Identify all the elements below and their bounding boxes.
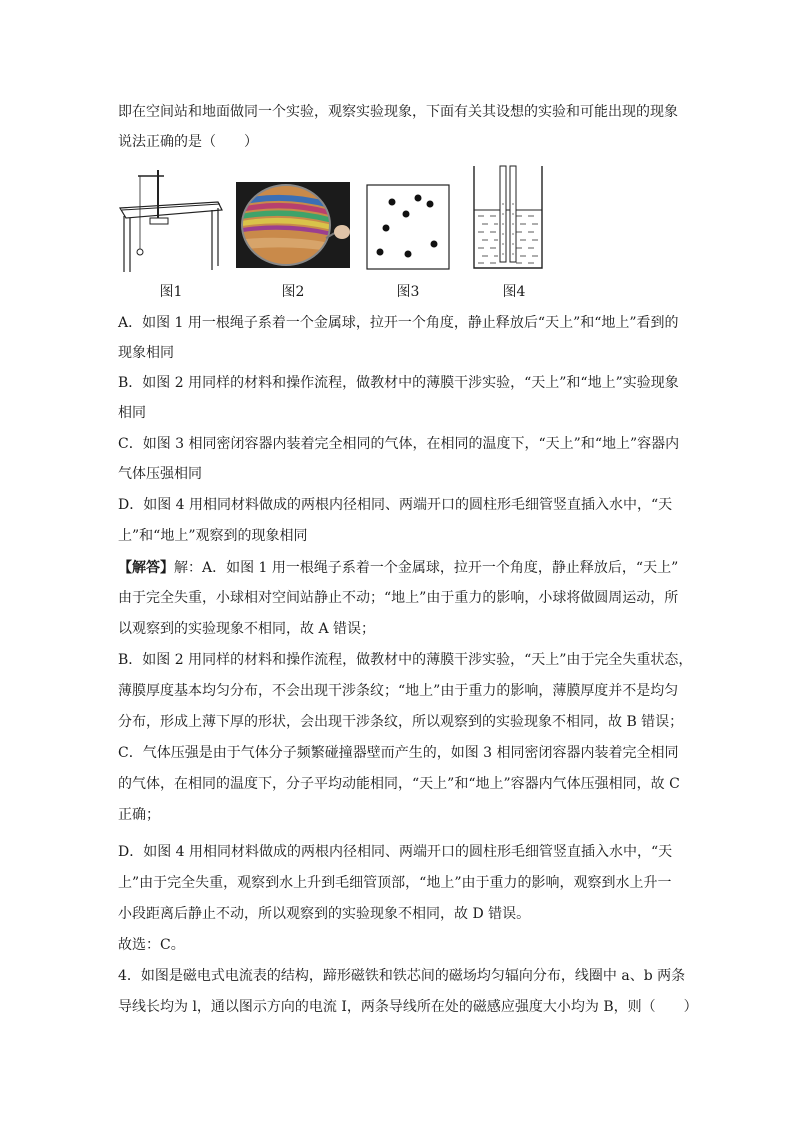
option-c-line2: 气体压强相同 <box>118 466 202 482</box>
figure-2-caption: 图2 <box>281 284 305 300</box>
solution-line9: 正确； <box>118 807 160 823</box>
option-b-line1: B．如图 2 用同样的材料和操作流程，做教材中的薄膜干涉实验，“天上”和“地上”实验现象 <box>118 375 679 391</box>
solution-line10: D．如图 4 用相同材料做成的两根内径相同、两端开口的圆柱形毛细管竖直插入水中，“天 <box>118 844 673 860</box>
figure-1-caption: 图1 <box>159 284 183 300</box>
question-intro-line1: 即在空间站和地面做同一个实验，观察实验现象，下面有关其设想的实验和可能出现的现象 <box>118 104 678 120</box>
question-4-line2: 导线长均为 l，通以图示方向的电流 I，两条导线所在处的磁感应强度大小均为 B，则（ ） <box>118 999 698 1015</box>
option-c-line1: C．如图 3 相同密闭容器内装着完全相同的气体，在相同的温度下，“天上”和“地上”容器内 <box>118 436 680 452</box>
figure-1-pendulum-icon <box>118 166 224 274</box>
figure-4-capillary-icon <box>470 164 546 270</box>
solution-label: 【解答】 <box>118 560 174 576</box>
figure-3-caption: 图3 <box>396 284 420 300</box>
solution-line8: 的气体，在相同的温度下，分子平均动能相同，“天上”和“地上”容器内气体压强相同，故 C <box>118 776 680 792</box>
solution-text-1: 解：A．如图 1 用一根绳子系着一个金属球，拉开一个角度，静止释放后，“天上” <box>174 560 679 576</box>
figure-4-caption: 图4 <box>502 284 526 300</box>
solution-line1 <box>118 558 678 578</box>
solution-line7: C．气体压强是由于气体分子频繁碰撞器壁而产生的，如图 3 相同密闭容器内装着完全相同 <box>118 745 679 761</box>
solution-line6: 分布，形成上薄下厚的形状，会出现干涉条纹，所以观察到的实验现象不相同，故 B 错误； <box>118 714 684 730</box>
figure-3-gas-container-icon <box>366 184 450 270</box>
solution-line2: 由于完全失重，小球相对空间站静止不动；“地上”由于重力的影响，小球将做圆周运动，所 <box>118 590 679 606</box>
option-a-line1: A．如图 1 用一根绳子系着一个金属球，拉开一个角度，静止释放后“天上”和“地上”看到的 <box>118 315 679 331</box>
option-a-line2: 现象相同 <box>118 345 174 361</box>
solution-line3: 以观察到的实验现象不相同，故 A 错误； <box>118 621 376 637</box>
option-d-line1: D．如图 4 用相同材料做成的两根内径相同、两端开口的圆柱形毛细管竖直插入水中，“天 <box>118 497 673 513</box>
solution-line11: 上”由于完全失重，观察到水上升到毛细管顶部，“地上”由于重力的影响，观察到水上升一 <box>118 875 672 891</box>
solution-line4: B．如图 2 用同样的材料和操作流程，做教材中的薄膜干涉实验，“天上”由于完全失重状态， <box>118 652 693 668</box>
option-b-line2: 相同 <box>118 405 146 421</box>
solution-answer: 故选：C。 <box>118 937 185 953</box>
question-intro-line2: 说法正确的是（ ） <box>118 134 258 150</box>
figure-2-soap-film-icon <box>236 182 350 268</box>
option-d-line2: 上”和“地上”观察到的现象相同 <box>118 528 308 544</box>
question-4-line1: 4．如图是磁电式电流表的结构，蹄形磁铁和铁芯间的磁场均匀辐向分布，线圈中 a、b 两条 <box>118 968 686 984</box>
solution-line5: 薄膜厚度基本均匀分布，不会出现干涉条纹；“地上”由于重力的影响，薄膜厚度并不是均匀 <box>118 683 679 699</box>
solution-line12: 小段距离后静止不动，所以观察到的实验现象不相同，故 D 错误。 <box>118 906 531 922</box>
